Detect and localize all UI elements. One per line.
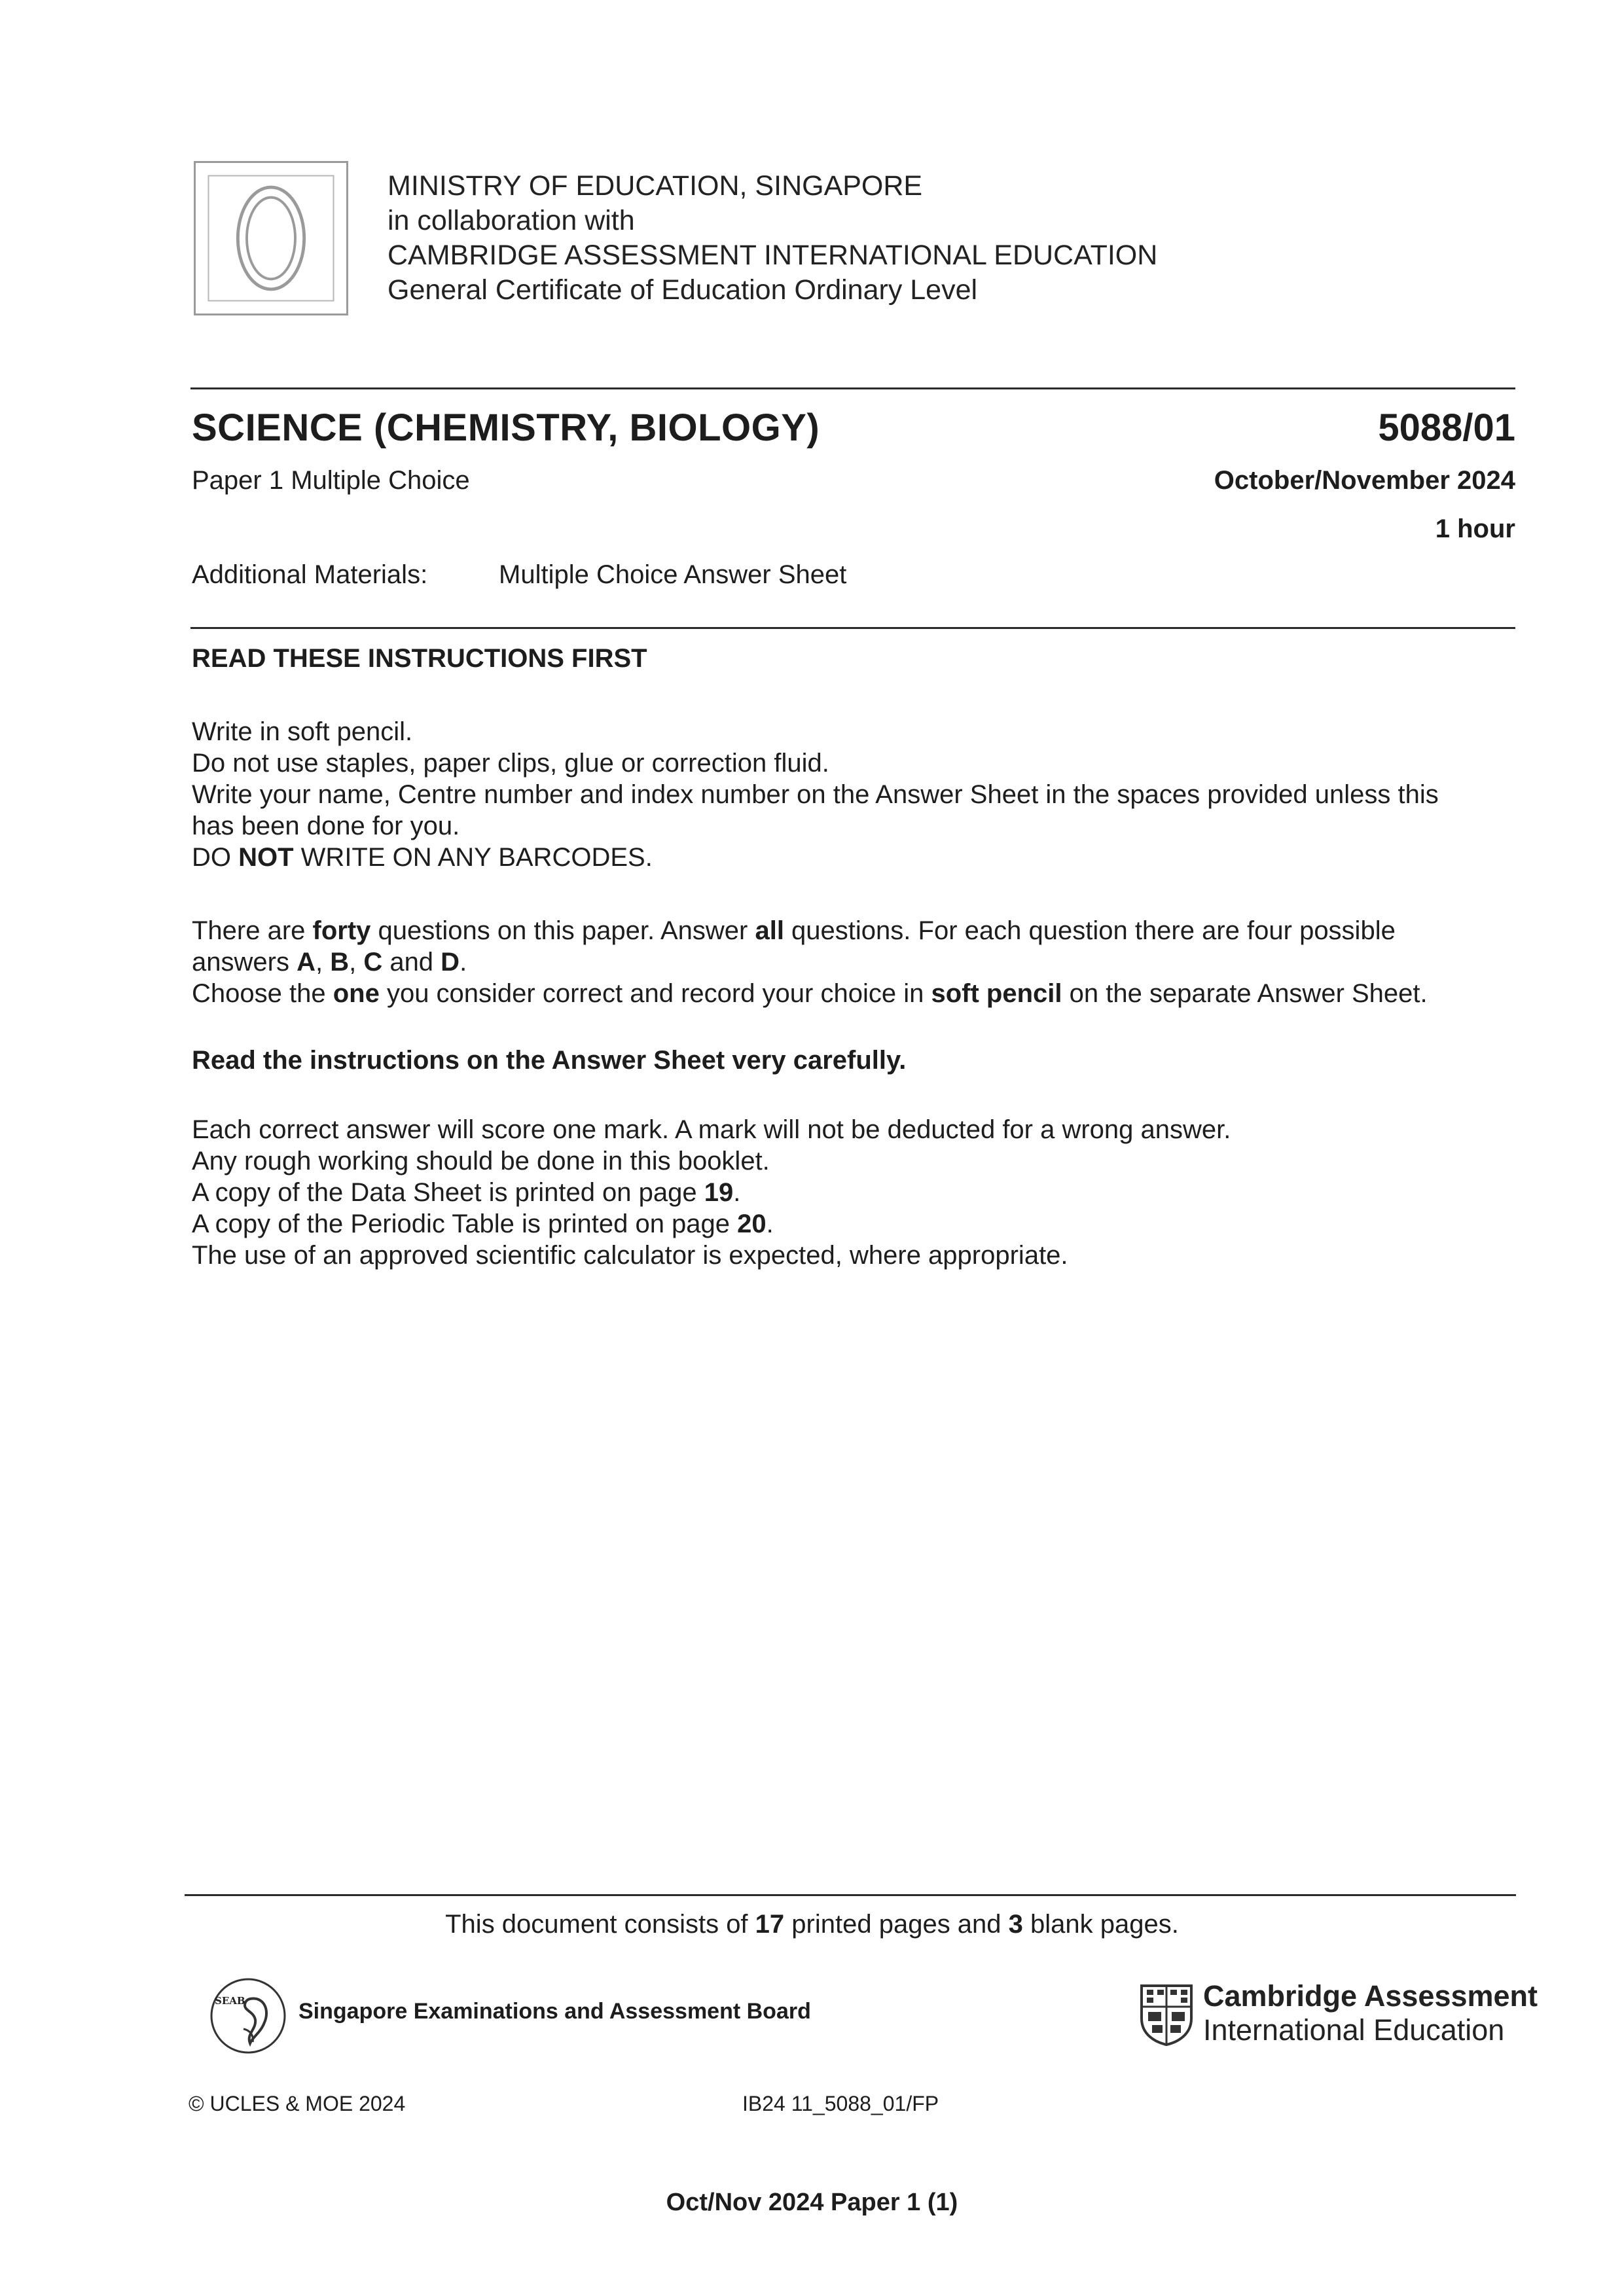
text-run: printed pages and bbox=[784, 1910, 1009, 1939]
copyright-notice: © UCLES & MOE 2024 bbox=[189, 2092, 406, 2115]
option-letter: D bbox=[441, 948, 460, 977]
instruction-line: The use of an approved scientific calculator is expected, where appropriate. bbox=[192, 1241, 1068, 1270]
text-run: and bbox=[382, 948, 441, 977]
question-instructions bbox=[192, 915, 1488, 1009]
instruction-line bbox=[192, 1208, 1488, 1240]
cambridge-name-line1: Cambridge Assessment bbox=[1203, 1979, 1538, 2013]
instruction-line: Write your name, Centre number and index number on the Answer Sheet in the spaces provided unless this has been done for you. bbox=[192, 780, 1439, 840]
text-run: . bbox=[460, 948, 467, 977]
option-letter: A bbox=[297, 948, 316, 977]
text-run: This document consists of bbox=[445, 1910, 755, 1939]
blank-page-count: 3 bbox=[1008, 1910, 1023, 1939]
issuing-bodies bbox=[388, 169, 1157, 308]
text-run: questions on this paper. Answer bbox=[370, 916, 755, 945]
instructions-divider bbox=[190, 627, 1515, 629]
paper-type: Paper 1 Multiple Choice bbox=[192, 466, 470, 495]
footer-divider bbox=[185, 1894, 1516, 1896]
text-run: There are bbox=[192, 916, 313, 945]
seab-name: Singapore Examinations and Assessment Board bbox=[298, 1999, 811, 2024]
cambridge-name-line2: International Education bbox=[1203, 2013, 1505, 2047]
materials-value: Multiple Choice Answer Sheet bbox=[499, 560, 847, 589]
text-run: , bbox=[315, 948, 331, 977]
printed-page-count: 17 bbox=[755, 1910, 785, 1939]
emphasis-text: forty bbox=[312, 916, 371, 945]
subject-title: SCIENCE (CHEMISTRY, BIOLOGY) bbox=[192, 406, 820, 449]
emphasis-text: NOT bbox=[238, 843, 294, 872]
header-line-collaboration: in collaboration with bbox=[388, 205, 635, 236]
cambridge-shield-icon bbox=[1139, 1983, 1194, 2046]
exam-session: October/November 2024 bbox=[1214, 466, 1515, 495]
instruction-line bbox=[192, 842, 1488, 873]
emphasis-text: soft pencil bbox=[931, 979, 1062, 1008]
text-run: Choose the bbox=[192, 979, 333, 1008]
instruction-line bbox=[192, 1177, 1488, 1208]
exam-duration: 1 hour bbox=[1435, 514, 1515, 543]
instruction-line: Do not use staples, paper clips, glue or correction fluid. bbox=[192, 749, 829, 778]
instruction-line: Any rough working should be done in this booklet. bbox=[192, 1147, 770, 1175]
text-run: WRITE ON ANY BARCODES. bbox=[293, 843, 653, 872]
instruction-line bbox=[192, 915, 1488, 978]
page-number-ref: 19 bbox=[704, 1178, 734, 1207]
page-label: Oct/Nov 2024 Paper 1 (1) bbox=[666, 2189, 958, 2216]
text-run: questions. For each question there are four possible answers bbox=[192, 916, 1396, 977]
emphasis-text: one bbox=[333, 979, 380, 1008]
materials-label: Additional Materials: bbox=[192, 560, 428, 589]
text-run: A copy of the Periodic Table is printed on page bbox=[192, 1210, 738, 1238]
text-run: you consider correct and record your choice in bbox=[379, 979, 931, 1008]
page-count-note bbox=[0, 1910, 1624, 1939]
instruction-line: Each correct answer will score one mark. A mark will not be deducted for a wrong answer. bbox=[192, 1115, 1231, 1144]
text-run: . bbox=[733, 1178, 741, 1207]
answer-sheet-warning: Read the instructions on the Answer Sheet very carefully. bbox=[192, 1046, 907, 1075]
o-level-logo bbox=[194, 161, 348, 315]
page-number-ref: 20 bbox=[737, 1210, 767, 1238]
header-line-ministry: MINISTRY OF EDUCATION, SINGAPORE bbox=[388, 170, 923, 202]
option-letter: C bbox=[363, 948, 383, 977]
text-run: on the separate Answer Sheet. bbox=[1062, 979, 1428, 1008]
seab-logo-text: SEAB bbox=[215, 1995, 245, 2007]
text-run: . bbox=[766, 1210, 774, 1238]
text-run: blank pages. bbox=[1022, 1910, 1179, 1939]
instruction-line bbox=[192, 978, 1488, 1009]
emphasis-text: all bbox=[755, 916, 784, 945]
o-letter-icon bbox=[196, 163, 346, 314]
syllabus-code: 5088/01 bbox=[1378, 406, 1515, 449]
writing-instructions bbox=[192, 716, 1488, 873]
instruction-line: Write in soft pencil. bbox=[192, 717, 413, 746]
text-run: A copy of the Data Sheet is printed on page bbox=[192, 1178, 704, 1207]
header-line-certificate: General Certificate of Education Ordinary Level bbox=[388, 274, 978, 306]
text-run: DO bbox=[192, 843, 239, 872]
header-line-cambridge: CAMBRIDGE ASSESSMENT INTERNATIONAL EDUCATION bbox=[388, 240, 1158, 271]
marking-instructions bbox=[192, 1114, 1488, 1271]
instructions-heading: READ THESE INSTRUCTIONS FIRST bbox=[192, 644, 647, 673]
document-reference: IB24 11_5088_01/FP bbox=[742, 2092, 939, 2115]
text-run: , bbox=[349, 948, 364, 977]
option-letter: B bbox=[330, 948, 350, 977]
seab-logo-icon bbox=[204, 1970, 292, 2058]
top-divider bbox=[190, 387, 1515, 389]
